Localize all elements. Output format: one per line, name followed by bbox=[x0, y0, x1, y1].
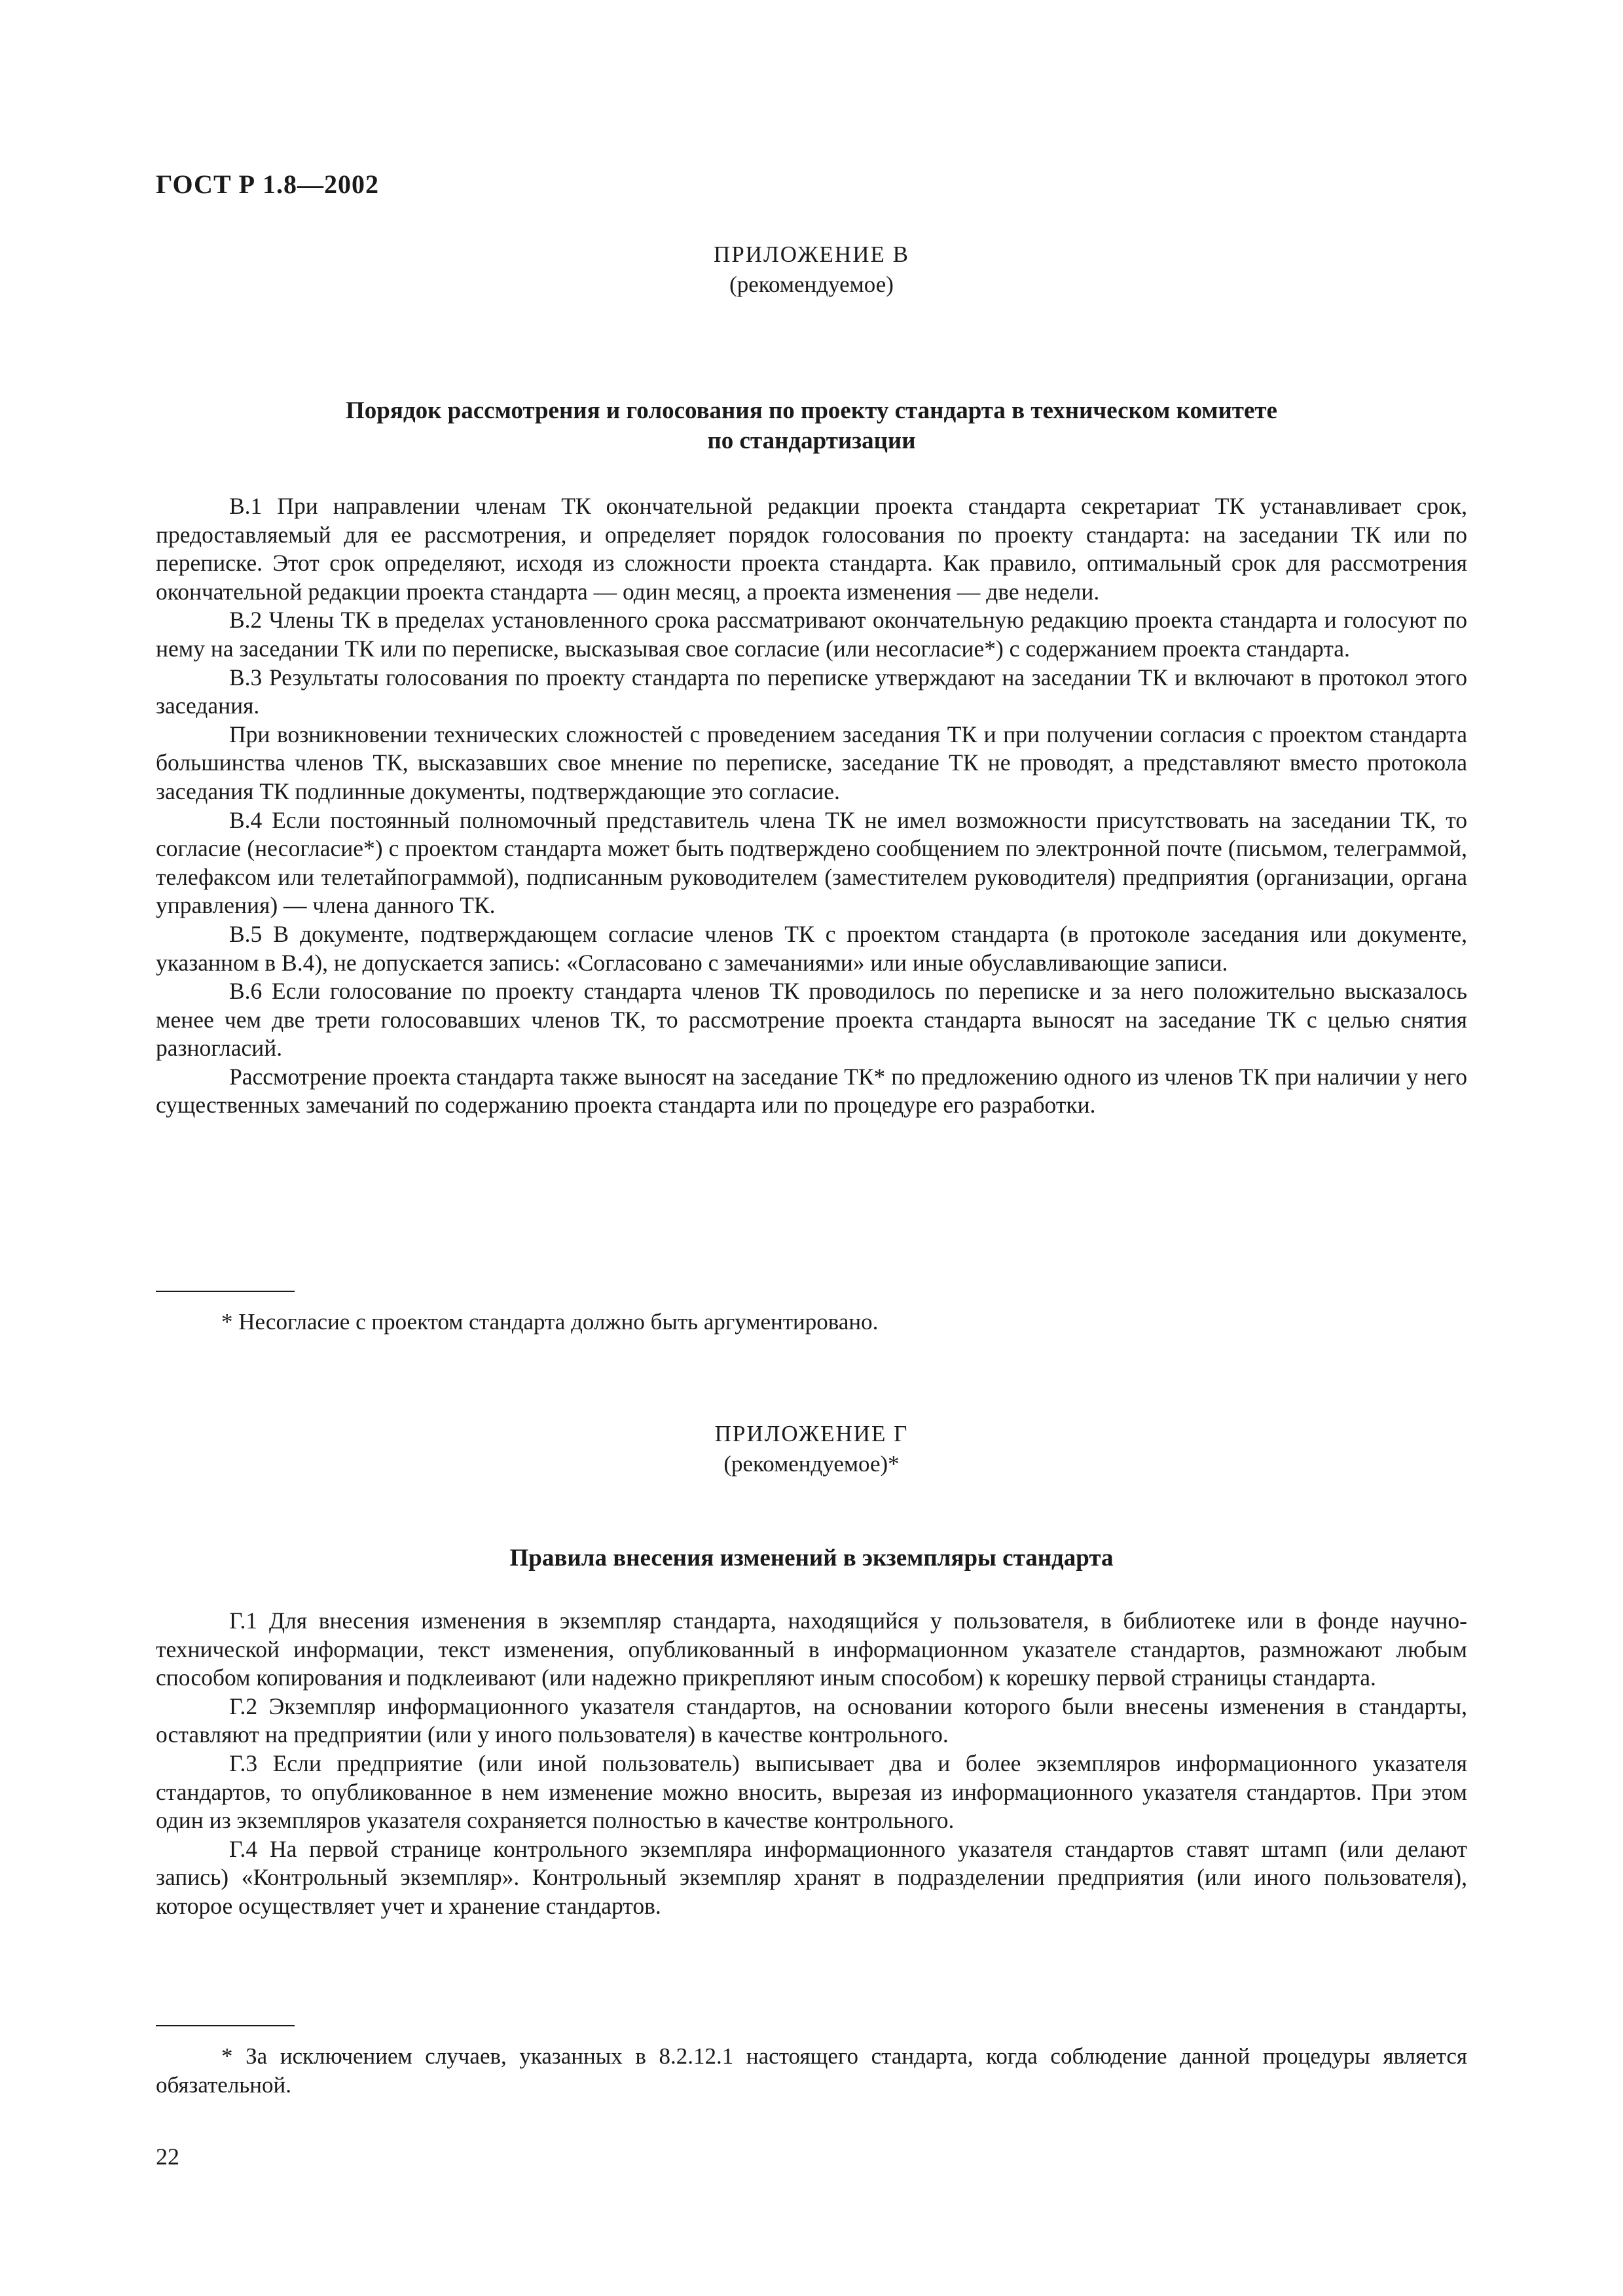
clause-v6-continued: Рассмотрение проекта стандарта также выносят на заседание ТК* по предложению одного из членов ТК при наличии у него существенных замечаний по содержанию проекта стандарта или по процедуре его разработки. bbox=[156, 1063, 1467, 1119]
clause-v3-continued: При возникновении технических сложностей с проведением заседания ТК и при получении согласия с проектом стандарта большинства членов ТК, высказавших свое мнение по переписке, заседание ТК не проводят, а представляют вместо протокола заседания ТК подлинные документы, подтверждающие это согласие. bbox=[156, 721, 1467, 804]
appendix-g-footnote-text: * За исключением случаев, указанных в 8.2.12.1 настоящего стандарта, когда соблюдение данной процедуры является обязательной. bbox=[156, 2043, 1467, 2098]
appendix-v-title-line1: Порядок рассмотрения и голосования по проекту стандарта в техническом комитете bbox=[346, 397, 1277, 424]
clause-g1: Г.1 Для внесения изменения в экземпляр стандарта, находящийся у пользователя, в библиотеке или в фонде научно-технической информации, текст изменения, опубликованный в информационном указателе стандартов, размножают любым способом копирования и подклеивают (или надежно прикрепляют иным способом) к корешку первой страницы стандарта. bbox=[156, 1607, 1467, 1691]
appendix-g-footnote bbox=[156, 2042, 1467, 2099]
appendix-v-footnote bbox=[156, 1308, 1467, 1336]
appendix-g-status: (рекомендуемое)* bbox=[723, 1451, 900, 1477]
appendix-v-title-line2: по стандартизации bbox=[707, 427, 916, 454]
appendix-v-name: ПРИЛОЖЕНИЕ В bbox=[714, 242, 909, 267]
appendix-g-heading bbox=[156, 1419, 1467, 1479]
document-code: ГОСТ Р 1.8—2002 bbox=[156, 170, 380, 199]
appendix-g-title-text: Правила внесения изменений в экземпляры стандарта bbox=[509, 1545, 1114, 1571]
appendix-v-body bbox=[156, 492, 1467, 1120]
clause-v5: В.5 В документе, подтверждающем согласие членов ТК с проектом стандарта (в протоколе заседания или документе, указанном в В.4), не допускается запись: «Согласовано с замечаниями» или иные обуславливающие записи. bbox=[156, 920, 1467, 976]
footnote-divider bbox=[156, 2025, 295, 2026]
clause-g2: Г.2 Экземпляр информационного указателя стандартов, на основании которого были внесены изменения в стандарты, оставляют на предприятии (или у иного пользователя) в качестве контрольного. bbox=[156, 1693, 1467, 1748]
clause-g3: Г.3 Если предприятие (или иной пользователь) выписывает два и более экземпляров информационного указателя стандартов, то опубликованное в нем изменение можно вносить, вырезая из информационного указателя стандартов. При этом один из экземпляров указателя сохраняется полностью в качестве контрольного. bbox=[156, 1749, 1467, 1834]
appendix-g-title bbox=[156, 1543, 1467, 1573]
appendix-v-title bbox=[156, 396, 1467, 456]
footnote-divider bbox=[156, 1291, 295, 1292]
clause-v1: В.1 При направлении членам ТК окончательной редакции проекта стандарта секретариат ТК устанавливает срок, предоставляемый для ее рассмотрения, и определяет порядок голосования по проекту стандарта: на заседании ТК или по переписке. Этот срок определяют, исходя из сложности проекта стандарта. Как правило, оптимальный срок для рассмотрения окончательной редакции проекта стандарта — один месяц, а проекта изменения — две недели. bbox=[156, 493, 1467, 605]
appendix-v-heading bbox=[156, 240, 1467, 300]
clause-v4: В.4 Если постоянный полномочный представитель члена ТК не имел возможности присутствовать на заседании ТК, то согласие (несогласие*) с проектом стандарта может быть подтверждено сообщением по электронной почте (письмом, телеграммой, телефаксом или телетайпограммой), подписанным руководителем (заместителем руководителя) предприятия (организации, органа управления) — члена данного ТК. bbox=[156, 806, 1467, 919]
appendix-v-status: (рекомендуемое) bbox=[729, 272, 894, 297]
clause-v6: В.6 Если голосование по проекту стандарта членов ТК проводилось по переписке и за него положительно высказалось менее чем две трети голосовавших членов ТК, то рассмотрение проекта стандарта выносят на заседание ТК с целью снятия разногласий. bbox=[156, 978, 1467, 1062]
clause-v3: В.3 Результаты голосования по проекту стандарта по переписке утверждают на заседании ТК и включают в протокол этого заседания. bbox=[156, 664, 1467, 719]
appendix-g-body bbox=[156, 1607, 1467, 1921]
clause-g4: Г.4 На первой странице контрольного экземпляра информационного указателя стандартов ставят штамп (или делают запись) «Контрольный экземпляр». Контрольный экземпляр хранят в подразделении предприятия (или иного пользователя), которое осуществляет учет и хранение стандартов. bbox=[156, 1835, 1467, 1919]
page-number: 22 bbox=[156, 2144, 179, 2170]
appendix-v-footnote-text: * Несогласие с проектом стандарта должно быть аргументировано. bbox=[221, 1309, 879, 1335]
appendix-g-name: ПРИЛОЖЕНИЕ Г bbox=[714, 1421, 909, 1446]
clause-v2: В.2 Члены ТК в пределах установленного срока рассматривают окончательную редакцию проекта стандарта и голосуют по нему на заседании ТК или по переписке, высказывая свое согласие (или несогласие*) с содержанием проекта стандарта. bbox=[156, 607, 1467, 662]
